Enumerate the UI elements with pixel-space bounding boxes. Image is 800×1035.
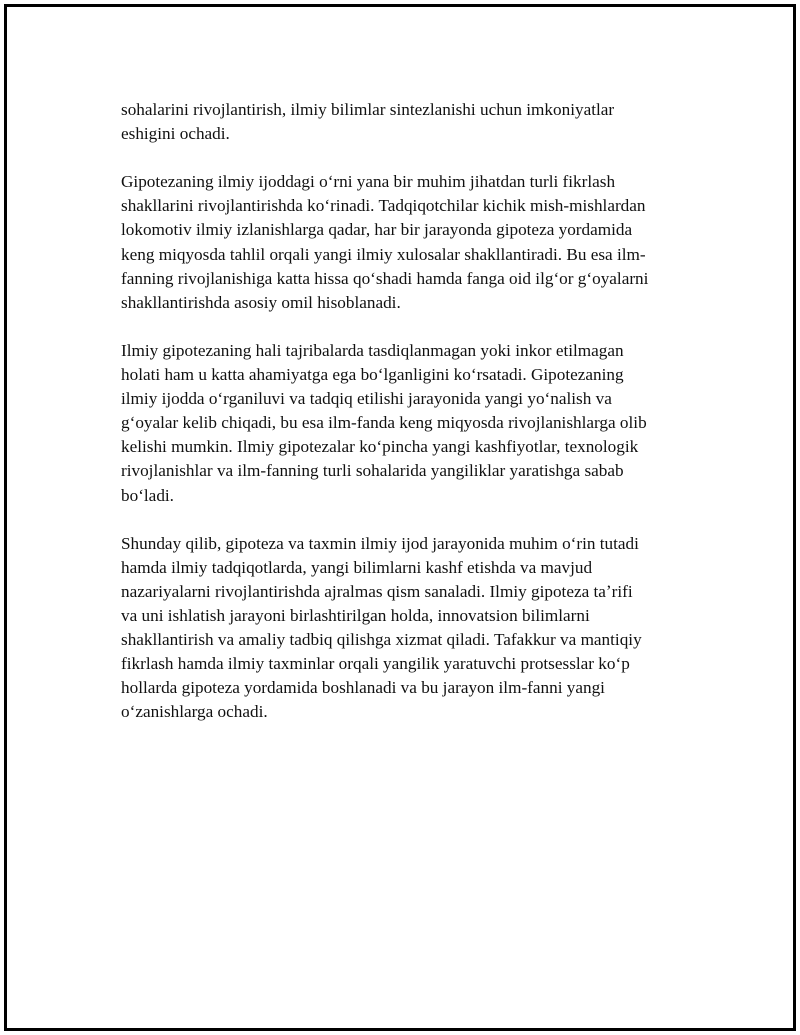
text-line: nazariyalarni rivojlantirishda ajralmas qism sanaladi. Ilmiy gipoteza taʼrifi	[121, 581, 633, 601]
text-line: oʻzanishlarga ochadi.	[121, 702, 268, 722]
text-line: boʻladi.	[121, 485, 174, 505]
paragraph-4	[121, 532, 701, 725]
text-line: lokomotiv ilmiy izlanishlarga qadar, har bir jarayonda gipoteza yordamida	[121, 220, 633, 240]
paragraph-3	[121, 339, 701, 508]
text-line: holati ham u katta ahamiyatga ega boʻlganligini koʻrsatadi. Gipotezaning	[121, 365, 624, 385]
text-line: fanning rivojlanishiga katta hissa qoʻshadi hamda fanga oid ilgʻor gʻoyalarni	[121, 268, 649, 288]
text-line: fikrlash hamda ilmiy taxminlar orqali yangilik yaratuvchi protsesslar koʻp	[121, 654, 630, 674]
text-line: keng miqyosda tahlil orqali yangi ilmiy xulosalar shakllantiradi. Bu esa ilm-	[121, 244, 646, 264]
text-line: shakllarini rivojlantirishda koʻrinadi. Tadqiqotchilar kichik mish-mishlardan	[121, 196, 646, 216]
text-line: rivojlanishlar va ilm-fanning turli sohalarida yangiliklar yaratishga sabab	[121, 461, 624, 481]
text-line: Shunday qilib, gipoteza va taxmin ilmiy ijod jarayonida muhim oʻrin tutadi	[121, 533, 639, 553]
text-line: Ilmiy gipotezaning hali tajribalarda tasdiqlanmagan yoki inkor etilmagan	[121, 340, 624, 360]
text-line: hamda ilmiy tadqiqotlarda, yangi bilimlarni kashf etishda va mavjud	[121, 557, 593, 577]
text-line: kelishi mumkin. Ilmiy gipotezalar koʻpincha yangi kashfiyotlar, texnologik	[121, 437, 639, 457]
page-frame	[4, 4, 796, 1031]
text-line: ilmiy ijodda oʻrganiluvi va tadqiq etilishi jarayonida yangi yoʻnalish va	[121, 389, 612, 409]
text-line: Gipotezaning ilmiy ijoddagi oʻrni yana bir muhim jihatdan turli fikrlash	[121, 172, 616, 192]
text-line: sohalarini rivojlantirish, ilmiy bilimlar sintezlanishi uchun imkoniyatlar	[121, 100, 615, 119]
text-line: eshigini ochadi.	[121, 124, 230, 144]
paragraph-1	[121, 98, 701, 146]
paragraph-2	[121, 170, 701, 315]
text-line: hollarda gipoteza yordamida boshlanadi va bu jarayon ilm-fanni yangi	[121, 678, 605, 698]
text-line: va uni ishlatish jarayoni birlashtirilgan holda, innovatsion bilimlarni	[121, 605, 590, 625]
text-line: gʻoyalar kelib chiqadi, bu esa ilm-fanda keng miqyosda rivojlanishlarga olib	[121, 413, 647, 433]
text-line: shakllantirishda asosiy omil hisoblanadi.	[121, 292, 401, 312]
document-body	[121, 98, 701, 749]
text-line: shakllantirish va amaliy tadbiq qilishga xizmat qiladi. Tafakkur va mantiqiy	[121, 630, 642, 650]
